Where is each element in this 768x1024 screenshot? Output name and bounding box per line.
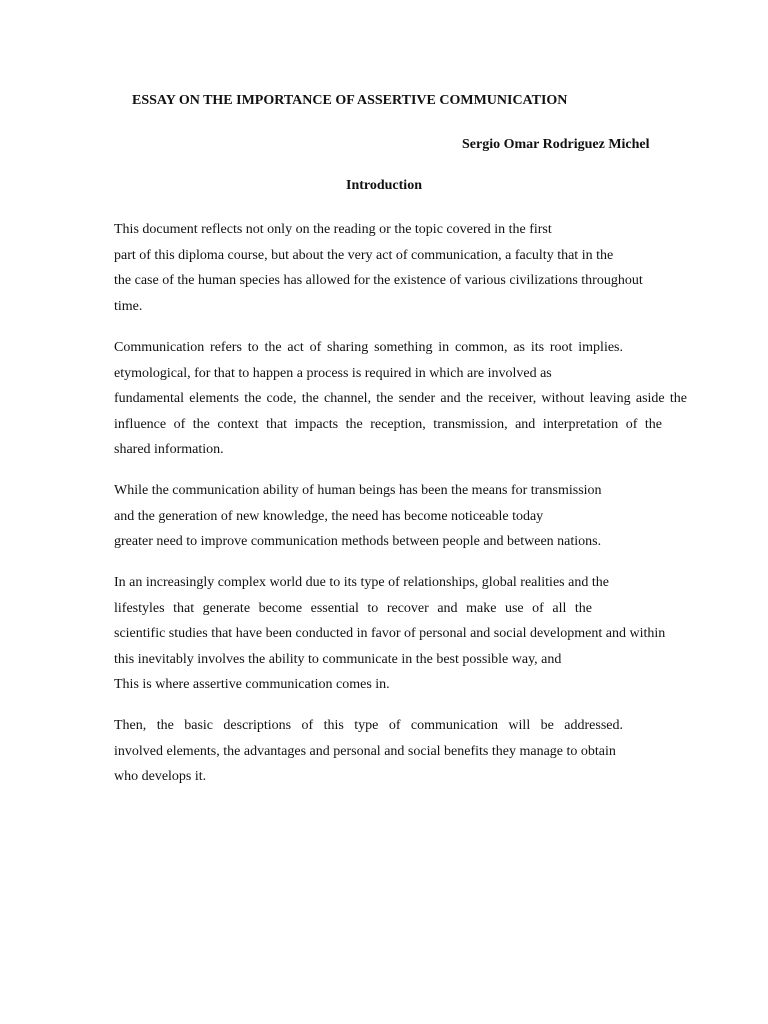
author-name: Sergio Omar Rodriguez Michel	[462, 137, 650, 152]
paragraph-line: This document reflects not only on the reading or the topic covered in the first	[114, 222, 552, 237]
document-title: ESSAY ON THE IMPORTANCE OF ASSERTIVE COMMUNICATION	[132, 93, 568, 108]
paragraph-3	[114, 478, 602, 555]
paragraph-line: and the generation of new knowledge, the need has become noticeable today	[114, 508, 544, 524]
paragraph-2	[114, 335, 687, 463]
paragraph-line: shared information.	[114, 442, 224, 457]
paragraph-line: lifestyles that generate become essential to recover and make use of all the	[114, 600, 592, 616]
paragraph-line: greater need to improve communication methods between people and between nations.	[114, 534, 602, 549]
paragraph-line: who develops it.	[114, 769, 207, 784]
paragraph-5	[114, 713, 623, 790]
paragraph-line: this inevitably involves the ability to communicate in the best possible way, and	[114, 651, 562, 667]
paragraph-line: part of this diploma course, but about the very act of communication, a faculty that in the	[114, 247, 614, 263]
paragraph-line: Communication refers to the act of sharing something in common, as its root implies.	[114, 340, 623, 355]
paragraph-1	[114, 217, 643, 319]
paragraph-line: In an increasingly complex world due to its type of relationships, global realities and the	[114, 575, 609, 590]
paragraph-line: etymological, for that to happen a process is required in which are involved as	[114, 365, 552, 381]
paragraph-line: fundamental elements the code, the channel, the sender and the receiver, without leaving aside the	[114, 391, 687, 406]
section-heading-introduction: Introduction	[346, 178, 422, 193]
paragraph-line: time.	[114, 298, 143, 314]
paragraph-line: Then, the basic descriptions of this type of communication will be addressed.	[114, 718, 623, 733]
paragraph-line: the case of the human species has allowed for the existence of various civilizations throughout	[114, 273, 643, 288]
paragraph-4	[114, 570, 665, 698]
paragraph-line: While the communication ability of human beings has been the means for transmission	[114, 483, 602, 498]
paragraph-line: involved elements, the advantages and personal and social benefits they manage to obtain	[114, 743, 616, 759]
paragraph-line: This is where assertive communication comes in.	[114, 677, 390, 692]
paragraph-line: scientific studies that have been conducted in favor of personal and social development and within	[114, 626, 666, 641]
paragraph-line: influence of the context that impacts the reception, transmission, and interpretation of the	[114, 416, 662, 432]
